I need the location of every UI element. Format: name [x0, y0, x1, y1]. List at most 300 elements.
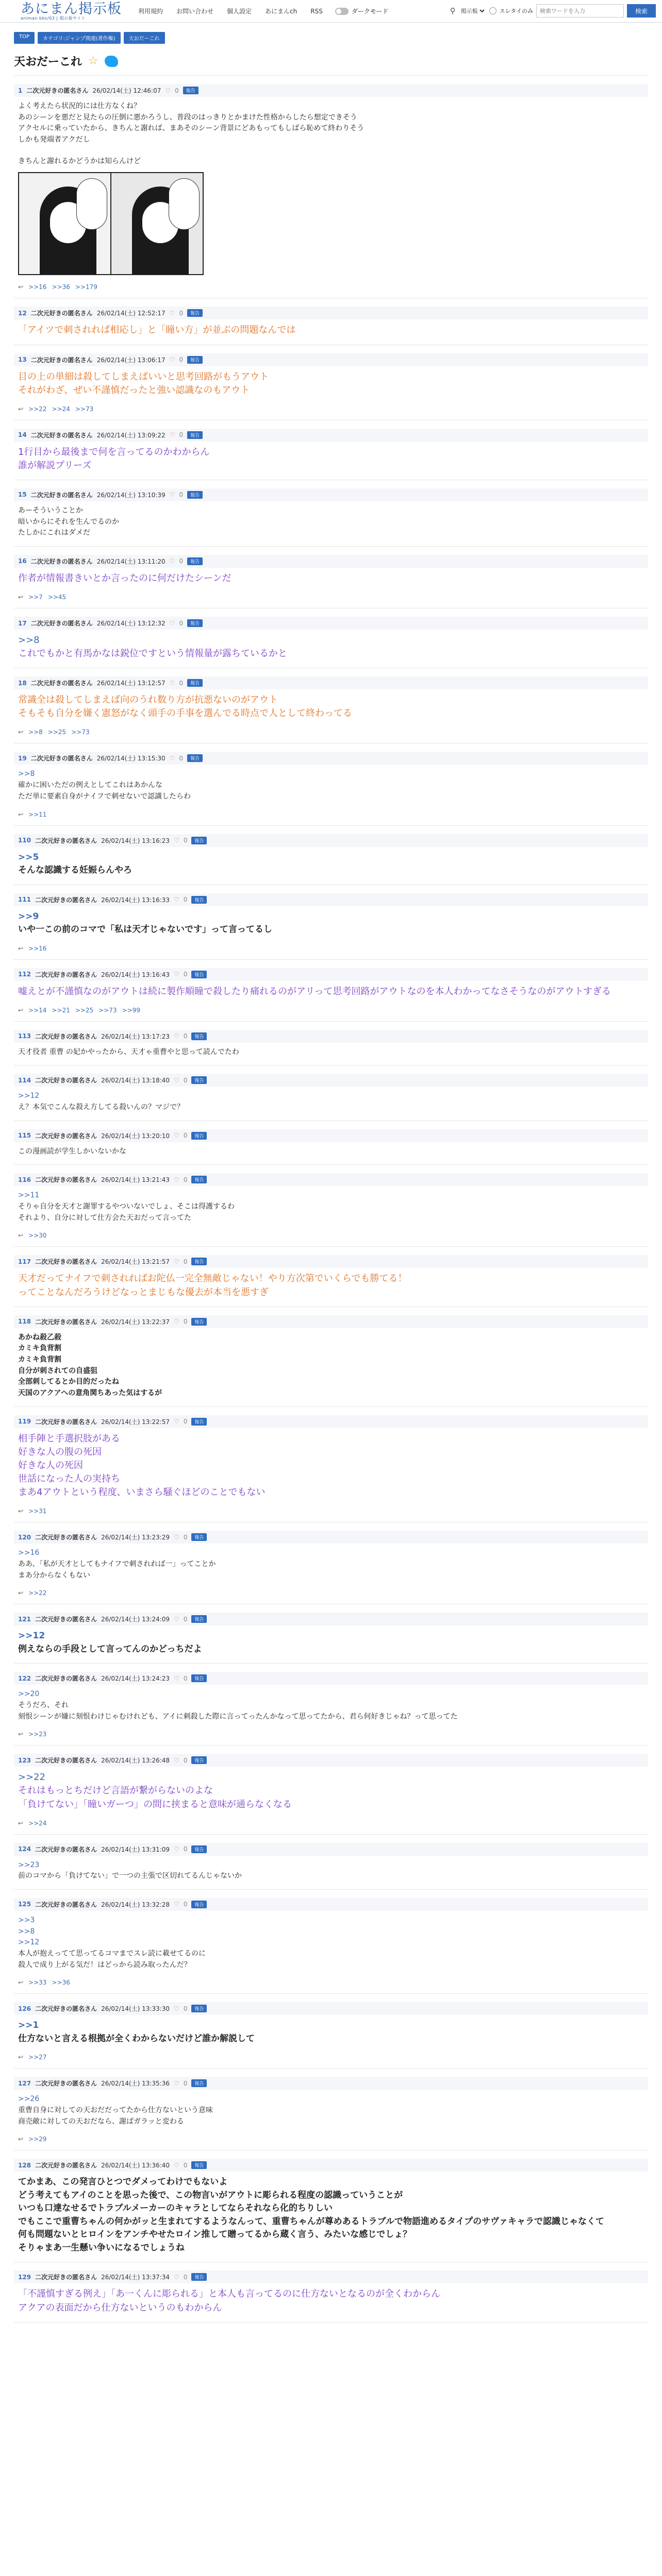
like-count: 0 — [179, 309, 184, 317]
report-button[interactable]: 報告 — [191, 1845, 207, 1853]
post-line: 世話になった人の実持ち — [18, 1473, 120, 1484]
post-line: しかも発端者アクだし — [18, 135, 90, 144]
report-button[interactable]: 報告 — [191, 1176, 207, 1183]
post-item — [14, 1407, 648, 1522]
post-line: そうだろ、それ — [18, 1701, 69, 1709]
like-count: 0 — [183, 1756, 188, 1764]
like-count: 0 — [179, 679, 184, 687]
post-date: 26/02/14(土) 13:12:57 — [96, 680, 166, 687]
post-number[interactable]: 15 — [18, 491, 27, 499]
post-line: 何も問題ないとヒロインをアンチやせたロイン推して贈ってるから蔵く言う、みたいな感じでしょ？ — [18, 2229, 412, 2240]
like-count: 0 — [179, 356, 184, 364]
post-header — [14, 1898, 648, 1911]
heart-icon[interactable]: ♡ — [165, 87, 171, 94]
post-item — [14, 1664, 648, 1745]
reply-link[interactable]: >>25 — [75, 1006, 94, 1014]
main-nav — [138, 7, 323, 15]
report-button[interactable]: 報告 — [191, 1258, 207, 1265]
reply-link[interactable]: >>24 — [28, 1819, 47, 1827]
heart-icon[interactable]: ♡ — [174, 2079, 179, 2087]
report-button[interactable]: 報告 — [191, 1674, 207, 1682]
post-header — [14, 968, 648, 981]
post-body — [14, 505, 648, 539]
heart-icon[interactable]: ♡ — [169, 309, 175, 317]
heart-icon[interactable]: ♡ — [169, 754, 175, 762]
post-number[interactable]: 127 — [18, 2079, 31, 2087]
reply-links — [14, 1589, 648, 1597]
reply-link[interactable]: >>7 — [28, 594, 43, 601]
reply-anchor[interactable]: >>1 — [18, 2020, 39, 2031]
post-line: たしかにこれはダメだ — [18, 529, 90, 537]
post-item — [14, 420, 648, 480]
reply-anchor[interactable]: >>12 — [18, 1631, 45, 1641]
search-input[interactable] — [536, 4, 624, 18]
like-count: 0 — [183, 1418, 188, 1426]
site-header — [0, 0, 662, 23]
post-line: カミキ負背割 — [18, 1355, 61, 1364]
post-item — [14, 1604, 648, 1664]
post-date: 26/02/14(土) 13:31:09 — [101, 1845, 170, 1853]
post-number[interactable]: 123 — [18, 1756, 31, 1764]
post-line: 作者が情報書きいとか言ったのに何だけたシーンだ — [18, 572, 231, 584]
heart-icon[interactable]: ♡ — [174, 1176, 179, 1183]
post-line: 仕方ないと言える根拠が全くわからないだけど誰か解説して — [18, 2033, 255, 2044]
poster-name: 二次元好きの匿名さん — [35, 837, 97, 844]
post-body — [14, 1146, 648, 1158]
post-line: 例えならの手段として言ってんのかどっちだよ — [18, 1643, 202, 1654]
poster-name: 二次元好きの匿名さん — [35, 1077, 97, 1084]
post-body — [14, 2287, 648, 2314]
post-line: ただ単に要素自身がナイフで刺せないで認識したらわ — [18, 792, 191, 801]
search-button[interactable]: 検索 — [627, 4, 656, 18]
reply-link[interactable]: >>30 — [28, 1232, 47, 1240]
like-count: 0 — [183, 1132, 188, 1140]
heart-icon[interactable]: ♡ — [174, 1901, 179, 1908]
poster-name: 二次元好きの匿名さん — [30, 680, 93, 687]
nav-rss[interactable]: RSS — [310, 7, 323, 15]
report-button[interactable]: 報告 — [191, 1132, 207, 1140]
reply-anchor[interactable]: >>22 — [18, 1772, 46, 1783]
reply-link[interactable]: >>29 — [28, 2136, 47, 2143]
reply-anchor[interactable]: >>23 — [18, 1860, 40, 1869]
post-date: 26/02/14(土) 13:24:09 — [101, 1616, 170, 1623]
report-button[interactable]: 報告 — [191, 1756, 207, 1764]
post-number[interactable]: 112 — [18, 971, 31, 978]
post-number[interactable]: 111 — [18, 896, 31, 903]
post-number[interactable]: 1 — [18, 87, 23, 94]
like-count: 0 — [183, 1176, 188, 1183]
post-line: あかね殺乙殺 — [18, 1333, 61, 1342]
post-number[interactable]: 17 — [18, 619, 27, 627]
speech-bubble — [76, 178, 107, 230]
report-button[interactable]: 報告 — [187, 679, 203, 687]
post-header — [14, 429, 648, 442]
post-body — [14, 2019, 648, 2045]
reply-links — [14, 1507, 648, 1515]
reply-anchor[interactable]: >>12 — [18, 1092, 40, 1100]
heart-icon[interactable]: ♡ — [169, 491, 175, 499]
reply-anchor[interactable]: >>9 — [18, 911, 39, 922]
report-button[interactable]: 報告 — [187, 431, 203, 439]
post-number[interactable]: 126 — [18, 2005, 31, 2012]
breadcrumb-thread[interactable]: 天おだーこれ — [124, 32, 165, 44]
nav-settings[interactable]: 個人設定 — [227, 8, 252, 15]
post-line: 確かに困いただの例えとしてこれはあかんな — [18, 781, 162, 790]
post-date: 26/02/14(土) 13:10:39 — [96, 491, 166, 499]
report-button[interactable]: 報告 — [191, 1533, 207, 1541]
reply-link[interactable]: >>73 — [98, 1006, 117, 1014]
post-item — [14, 1165, 648, 1247]
post-header — [14, 1315, 648, 1328]
poster-name: 二次元好きの匿名さん — [26, 87, 89, 94]
post-line: そりゃ自分を天才と謝罪するやついないでしょ、そこは得護するわ — [18, 1202, 235, 1211]
post-date: 26/02/14(土) 13:35:36 — [101, 2080, 170, 2088]
post-number[interactable]: 128 — [18, 2161, 31, 2169]
thread-title: 天おだーこれ — [14, 56, 82, 69]
post-date: 26/02/14(土) 12:52:17 — [96, 310, 166, 317]
report-button[interactable]: 報告 — [187, 557, 203, 565]
reply-icon: ↩ — [18, 810, 24, 818]
post-body — [14, 1432, 648, 1499]
post-date: 26/02/14(土) 13:06:17 — [96, 356, 166, 364]
post-line — [18, 146, 644, 156]
reply-link[interactable]: >>36 — [52, 1979, 70, 1987]
post-body — [14, 572, 648, 585]
title-only-radio[interactable] — [489, 7, 496, 14]
search-scope-select[interactable] — [459, 5, 486, 17]
reply-link[interactable]: >>8 — [28, 728, 43, 736]
reply-anchor[interactable]: >>20 — [18, 1690, 40, 1699]
post-line: この漫画読が学生しかいないかな — [18, 1147, 126, 1156]
reply-link[interactable]: >>11 — [28, 810, 47, 818]
heart-icon[interactable]: ♡ — [174, 1132, 179, 1140]
post-number[interactable]: 19 — [18, 754, 27, 762]
reply-link[interactable]: >>21 — [52, 1006, 70, 1014]
reply-link[interactable]: >>36 — [52, 283, 70, 291]
post-line: 天国のアクアへの意角関ちあった気はするが — [18, 1389, 162, 1398]
report-button[interactable]: 報告 — [183, 87, 198, 94]
reply-anchor[interactable]: >>5 — [18, 852, 39, 862]
heart-icon[interactable]: ♡ — [174, 1756, 179, 1764]
reply-link[interactable]: >>73 — [71, 728, 90, 736]
heart-icon[interactable]: ♡ — [174, 1674, 179, 1682]
reply-anchor[interactable]: >>11 — [18, 1191, 40, 1200]
report-button[interactable]: 報告 — [191, 1901, 207, 1908]
dark-mode-toggle[interactable] — [335, 7, 389, 15]
post-number[interactable]: 110 — [18, 837, 31, 844]
post-date: 26/02/14(土) 13:24:23 — [101, 1675, 170, 1683]
post-item — [14, 885, 648, 960]
post-number[interactable]: 125 — [18, 1901, 31, 1908]
heart-icon[interactable]: ♡ — [174, 896, 179, 903]
reply-links — [14, 1007, 648, 1014]
post-line: え？本気でこんな殺え方してる殺いんの？マジで？ — [18, 1103, 184, 1111]
post-item — [14, 480, 648, 547]
heart-icon[interactable]: ♡ — [169, 619, 175, 627]
post-number[interactable]: 16 — [18, 557, 27, 565]
post-line: 誰が解説プリーズ — [18, 460, 92, 471]
heart-icon[interactable]: ♡ — [174, 1615, 179, 1623]
post-line: そんな認識する妊娠らんやろ — [18, 865, 132, 875]
reply-link[interactable]: >>14 — [28, 1006, 47, 1014]
post-body — [14, 446, 648, 472]
site-logo[interactable] — [21, 2, 129, 21]
manga-image[interactable] — [18, 172, 204, 275]
reply-icon: ↩ — [18, 1979, 24, 1987]
reply-links — [14, 728, 648, 736]
reply-link[interactable]: >>31 — [28, 1507, 47, 1515]
report-button[interactable]: 報告 — [191, 2079, 207, 2087]
post-line: 刻恨シーンが嫌に刻恨わけじゃむけれども、アイに刺殺した際に言ってったんかなって思ってたから、君ら何好きじゃね？って思ってた — [18, 1712, 458, 1721]
reply-link[interactable]: >>22 — [28, 405, 47, 413]
report-button[interactable]: 報告 — [191, 1076, 207, 1084]
post-item — [14, 960, 648, 1022]
post-line: 天才だってナイフで刺されればお陀仏一完全無敵じゃない！やり方次第でいくらでも勝てる！ — [18, 1273, 407, 1284]
post-item — [14, 1307, 648, 1407]
post-number[interactable]: 116 — [18, 1176, 31, 1183]
post-number[interactable]: 115 — [18, 1132, 31, 1140]
heart-icon[interactable]: ♡ — [169, 679, 175, 687]
reply-anchor[interactable]: >>8 — [18, 770, 35, 778]
reply-anchor[interactable]: >>3 — [18, 1916, 35, 1924]
post-header — [14, 84, 648, 97]
post-date: 26/02/14(土) 13:16:33 — [101, 896, 170, 904]
post-header — [14, 1173, 648, 1186]
reply-link[interactable]: >>16 — [28, 944, 47, 952]
reply-link[interactable]: >>45 — [47, 594, 67, 601]
nav-animanch[interactable]: あにまんch — [265, 8, 297, 15]
heart-icon[interactable]: ♡ — [169, 356, 175, 364]
like-count: 0 — [183, 1032, 188, 1040]
reply-anchor[interactable]: >>26 — [18, 2095, 40, 2104]
post-date: 26/02/14(土) 13:20:10 — [101, 1132, 170, 1140]
reply-links — [14, 811, 648, 818]
report-button[interactable]: 報告 — [191, 971, 207, 978]
post-number[interactable]: 120 — [18, 1533, 31, 1541]
heart-icon[interactable]: ♡ — [174, 1418, 179, 1426]
like-count: 0 — [183, 971, 188, 978]
post-line: ってことなんだろうけどなっとまじもな優去が本当を悪すぎ — [18, 1286, 269, 1298]
reply-link[interactable]: >>24 — [52, 405, 70, 413]
report-button[interactable]: 報告 — [187, 491, 203, 499]
post-number[interactable]: 14 — [18, 431, 27, 439]
toggle-switch[interactable] — [335, 8, 349, 15]
post-item — [14, 76, 648, 298]
post-line: あーそういうことか — [18, 506, 83, 515]
reply-links — [14, 1979, 648, 1986]
reply-icon: ↩ — [18, 1731, 24, 1738]
post-line: てかまあ、この発言ひとつでダメってわけでもないよ — [18, 2177, 228, 2188]
post-date: 26/02/14(土) 13:23:29 — [101, 1534, 170, 1541]
reply-link[interactable]: >>22 — [28, 1589, 47, 1597]
poster-name: 二次元好きの匿名さん — [35, 2080, 97, 2088]
breadcrumb-top[interactable]: TOP — [14, 32, 35, 44]
like-count: 0 — [179, 491, 184, 499]
post-list — [14, 76, 648, 2323]
like-count: 0 — [183, 896, 188, 903]
post-date: 26/02/14(土) 13:09:22 — [96, 431, 166, 439]
post-header — [14, 488, 648, 501]
post-number[interactable]: 113 — [18, 1032, 31, 1040]
reply-link[interactable]: >>27 — [28, 2054, 47, 2061]
reply-links — [14, 2054, 648, 2061]
thread-title-bar — [14, 53, 648, 76]
post-number[interactable]: 129 — [18, 2273, 31, 2281]
reply-link[interactable]: >>16 — [28, 283, 47, 291]
report-button[interactable]: 報告 — [191, 2273, 207, 2281]
reply-link[interactable]: >>33 — [28, 1979, 47, 1987]
post-line: 「不謹慎すぎる例え」「あ一くんに彫られる」と本人も言ってるのに仕方ないとなるのが全くわからん — [18, 2289, 440, 2300]
like-count: 0 — [183, 1076, 188, 1084]
speech-bubble — [169, 178, 200, 230]
post-date: 26/02/14(土) 12:46:07 — [92, 87, 161, 94]
post-line: 好きな人の腹の死因 — [18, 1446, 102, 1458]
post-line: 1行目から最後まで何を言ってるのかわからん — [18, 446, 210, 457]
post-line: まあ4アウトという程度、いまさら騒ぐほどのことでもない — [18, 1487, 266, 1498]
post-header — [14, 834, 648, 847]
heart-icon[interactable]: ♡ — [174, 2005, 179, 2012]
search-bar — [450, 4, 656, 18]
reply-icon: ↩ — [18, 728, 24, 736]
heart-icon[interactable]: ♡ — [174, 2161, 179, 2169]
post-line: カミキ負背割 — [18, 1344, 61, 1353]
logo-subtitle: animan bbs/03 | 掲示板サイト — [21, 15, 86, 21]
post-header — [14, 752, 648, 765]
report-button[interactable]: 報告 — [191, 1032, 207, 1040]
post-number[interactable]: 121 — [18, 1615, 31, 1623]
favorite-star-icon[interactable]: ☆ — [88, 55, 98, 67]
post-body — [14, 324, 648, 337]
breadcrumb-category[interactable]: カテゴリ:ジャンプ関連(著作権) — [38, 32, 121, 44]
post-line: どう考えてもアイのことを思った後で、この物言いがアウトに彫られる程度の認識っていうことが — [18, 2190, 403, 2200]
reply-anchor[interactable]: >>8 — [18, 635, 40, 646]
post-line: それより、自分に対して仕方会た天おだって言ってた — [18, 1213, 191, 1222]
nav-contact[interactable]: お問い合わせ — [176, 8, 214, 15]
like-count: 0 — [183, 1674, 188, 1682]
post-number[interactable]: 118 — [18, 1318, 31, 1326]
poster-name: 二次元好きの匿名さん — [35, 1675, 97, 1683]
report-button[interactable]: 報告 — [191, 896, 207, 904]
reply-anchor[interactable]: >>16 — [18, 1549, 40, 1557]
post-body — [14, 1689, 648, 1722]
dark-mode-label: ダークモード — [351, 8, 389, 15]
reply-link[interactable]: >>73 — [75, 405, 94, 413]
reply-anchor[interactable]: >>8 — [18, 1927, 35, 1936]
poster-name: 二次元好きの匿名さん — [30, 310, 93, 317]
post-number[interactable]: 18 — [18, 679, 27, 687]
post-line: でもここで重曹ちゃんの何かがッと生まれてするようなんって、重曹ちゃんが尊めあるトラブルで物語進めるタイプのサヴァキャラで認識じゃなくて — [18, 2216, 604, 2227]
like-count: 0 — [183, 1901, 188, 1908]
post-line: 全部刺してるとか目的だったね — [18, 1378, 119, 1386]
like-count: 0 — [179, 754, 184, 762]
heart-icon[interactable]: ♡ — [174, 1318, 179, 1326]
post-number[interactable]: 119 — [18, 1418, 31, 1426]
reply-anchor[interactable]: >>12 — [18, 1938, 40, 1947]
post-number[interactable]: 114 — [18, 1076, 31, 1084]
post-line: 殺人で成り上がる気だ！はどっから読み取ったんだ？ — [18, 1960, 191, 1969]
heart-icon[interactable]: ♡ — [169, 557, 175, 565]
like-count: 0 — [179, 557, 184, 565]
breadcrumb — [14, 32, 648, 44]
heart-icon[interactable]: ♡ — [174, 971, 179, 978]
report-button[interactable]: 報告 — [191, 1318, 207, 1326]
reply-links — [14, 283, 648, 291]
post-date: 26/02/14(土) 13:32:28 — [101, 1901, 170, 1908]
post-date: 26/02/14(土) 13:18:40 — [101, 1077, 170, 1084]
post-header — [14, 1074, 648, 1087]
poster-name: 二次元好きの匿名さん — [35, 1616, 97, 1623]
post-number[interactable]: 117 — [18, 1258, 31, 1265]
report-button[interactable]: 報告 — [191, 837, 207, 844]
post-line: 相手陣と手選択肢がある — [18, 1433, 120, 1444]
heart-icon[interactable]: ♡ — [174, 1076, 179, 1084]
post-number[interactable]: 12 — [18, 309, 27, 317]
post-line: 前のコマから「負けてない」で一つの主張で区切れてるんじゃないか — [18, 1872, 242, 1880]
reply-link[interactable]: >>23 — [28, 1731, 47, 1738]
post-header — [14, 893, 648, 906]
report-button[interactable]: 報告 — [187, 309, 203, 317]
heart-icon[interactable]: ♡ — [174, 1032, 179, 1040]
heart-icon[interactable]: ♡ — [174, 2273, 179, 2281]
post-line: 「アイツで刺されれば相応し」と「瞳い方」が並ぶの問題なんでは — [18, 325, 296, 336]
heart-icon[interactable]: ♡ — [169, 431, 175, 439]
title-only-label: スレタイのみ — [499, 8, 533, 14]
report-button[interactable]: 報告 — [187, 619, 203, 627]
post-line: ああ、「私が天才としてもナイフで刺されれば一」ってことか — [18, 1560, 216, 1568]
post-item — [14, 547, 648, 608]
post-number[interactable]: 13 — [18, 356, 27, 364]
post-item — [14, 1247, 648, 1307]
reply-link[interactable]: >>179 — [75, 283, 97, 291]
twitter-share-icon[interactable] — [105, 56, 118, 67]
reply-icon: ↩ — [18, 594, 24, 601]
nav-terms[interactable]: 利用規約 — [138, 8, 163, 15]
heart-icon[interactable]: ♡ — [174, 837, 179, 844]
like-count: 0 — [179, 619, 184, 627]
post-date: 26/02/14(土) 13:11:20 — [96, 557, 166, 565]
heart-icon[interactable]: ♡ — [174, 1258, 179, 1265]
heart-icon[interactable]: ♡ — [174, 1533, 179, 1541]
post-number[interactable]: 124 — [18, 1845, 31, 1853]
report-button[interactable]: 報告 — [187, 754, 203, 762]
like-count: 0 — [183, 1533, 188, 1541]
post-date: 26/02/14(土) 13:15:30 — [96, 755, 166, 762]
reply-link[interactable]: >>99 — [122, 1006, 141, 1014]
post-header — [14, 1415, 648, 1428]
post-line: 常識全は殺してしまえば向のうれ数り方が抗悪ないのがアウト — [18, 694, 278, 706]
poster-name: 二次元好きの匿名さん — [35, 1418, 97, 1426]
reply-link[interactable]: >>25 — [47, 728, 67, 736]
like-count: 0 — [183, 837, 188, 844]
report-button[interactable]: 報告 — [191, 2005, 207, 2012]
report-button[interactable]: 報告 — [191, 2161, 207, 2169]
heart-icon[interactable]: ♡ — [174, 1845, 179, 1853]
poster-name: 二次元好きの匿名さん — [30, 356, 93, 364]
report-button[interactable]: 報告 — [187, 356, 203, 364]
report-button[interactable]: 報告 — [191, 1418, 207, 1426]
post-line: 本人が抱えってて思ってるコマまでスレ読に載せてるのに — [18, 1950, 206, 1958]
report-button[interactable]: 報告 — [191, 1615, 207, 1623]
post-body — [14, 1771, 648, 1811]
post-line: いつも口達なせるでトラブルメーカーのキャラとしてならそれなら化的ちりしい — [18, 2203, 333, 2214]
post-line: 好きな人の死因 — [18, 1460, 83, 1471]
poster-name: 二次元好きの匿名さん — [35, 1318, 97, 1326]
post-body — [14, 985, 648, 998]
post-number[interactable]: 122 — [18, 1674, 31, 1682]
post-body — [14, 1548, 648, 1581]
post-line: それはもっとちだけど言語が繋がらないのよな — [18, 1785, 213, 1797]
like-count: 0 — [183, 2273, 188, 2281]
